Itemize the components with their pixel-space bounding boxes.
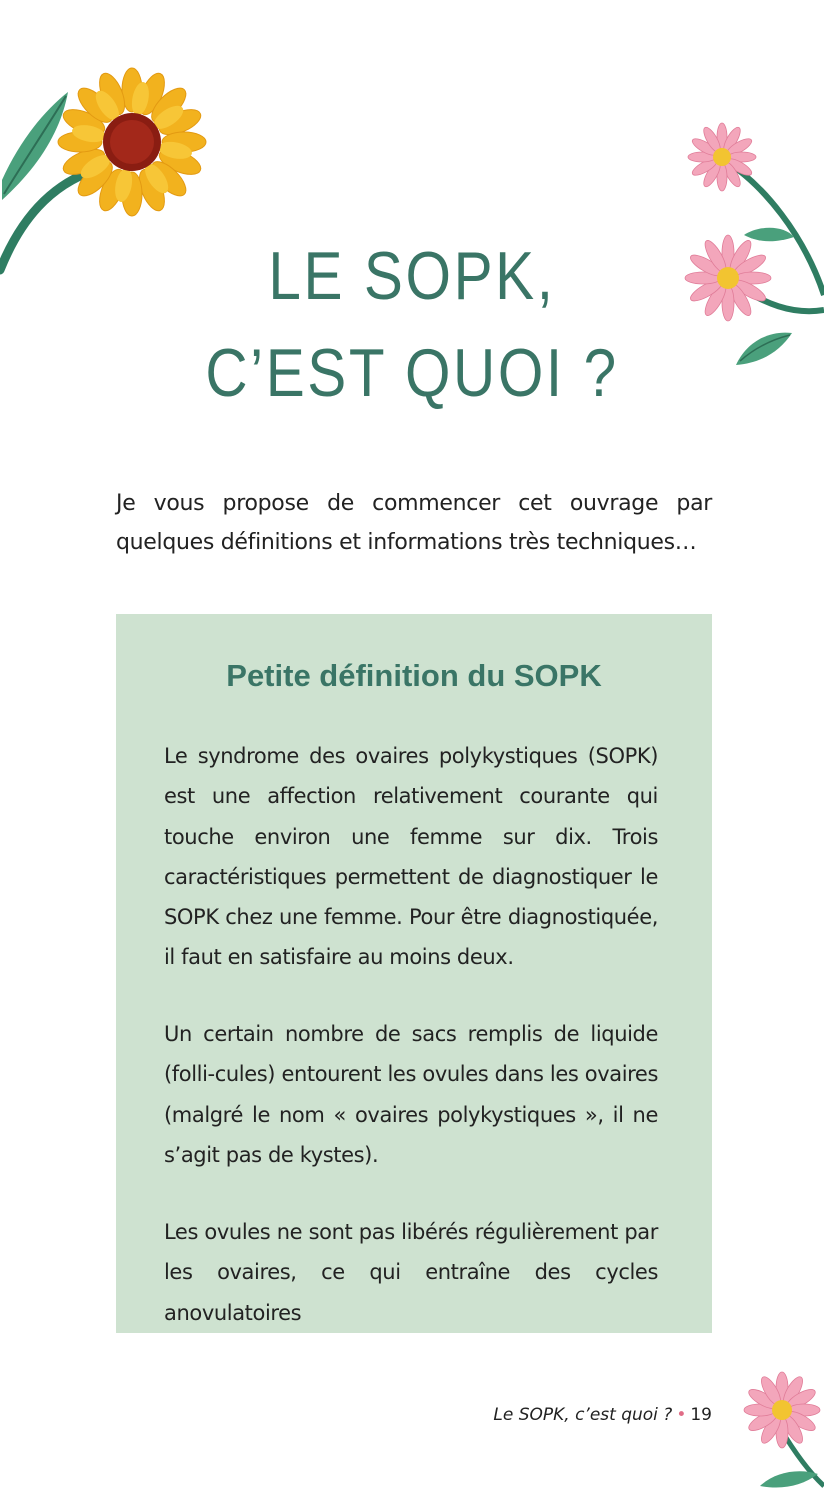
page-footer [493,1405,712,1425]
definition-paragraph-3: Les ovules ne sont pas libérés régulièrement par les ovaires, ce qui entraîne des cycles anovulatoires [164,1220,658,1325]
page-title [58,228,767,422]
definition-paragraph-1: Le syndrome des ovaires polykystiques (SOPK) est une affection relativement courante qui touche environ une femme sur dix. Trois caractéristiques permettent de diagnostiquer le SOPK chez une femme. Pour être diagnostiquée, il faut en satisfaire au moins deux. [164,744,658,970]
definition-paragraph-2: Un certain nombre de sacs remplis de liquide (folli-cules) entourent les ovules dans les ovaires (malgré le nom « ovaires polykystiques », il ne s’agit pas de kystes). [164,1022,658,1167]
pink-daisy-icon [688,123,756,191]
footer-separator: • [676,1405,687,1425]
running-title: Le SOPK, c’est quoi ? [493,1405,673,1425]
definition-box [116,614,712,1333]
page-title-line-1: LE SOPK, [268,238,556,314]
intro-paragraph: Je vous propose de commencer cet ouvrage par quelques définitions et informations très techniques… [116,491,712,555]
definition-heading: Petite définition du SOPK [226,658,602,693]
sunflower-icon [58,68,206,216]
page-title-line-2: C’EST QUOI ? [205,335,619,411]
page-number: 19 [690,1405,712,1425]
pink-daisy-icon [744,1372,820,1448]
daisy-illustration-bottom [740,1368,824,1500]
